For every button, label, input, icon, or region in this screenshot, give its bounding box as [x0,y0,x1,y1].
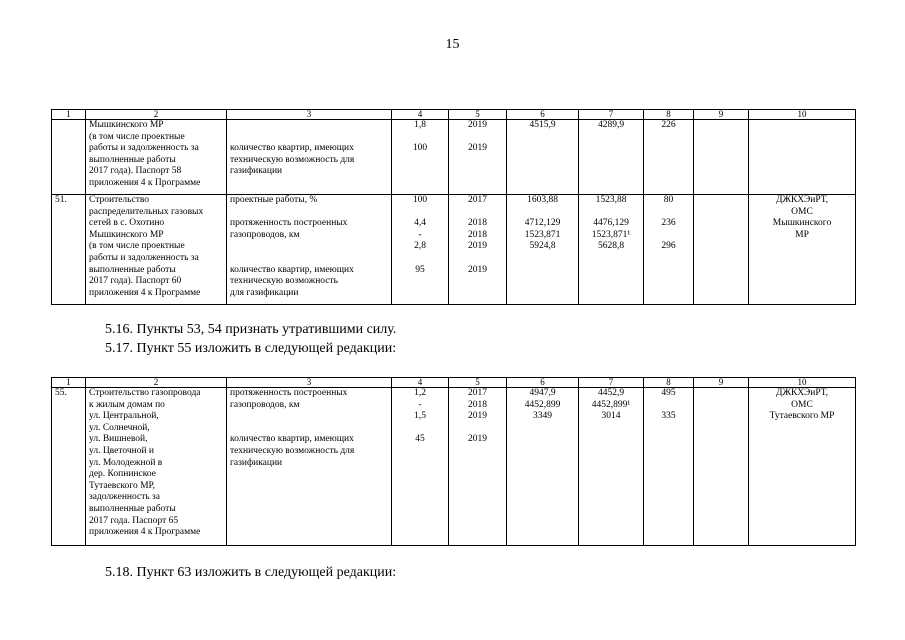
column-header: 6 [507,378,579,388]
column-header: 3 [227,110,392,120]
table-row [52,195,856,305]
indicator-value: 100 4,4 - 2,8 95 [392,195,449,305]
program-table-1 [51,109,856,305]
column-header: 2 [86,378,227,388]
amount-total: 4947,9 4452,899 3349 [507,388,579,546]
amount-local: 495 335 [644,388,694,546]
column-header: 3 [227,378,392,388]
column-header: 6 [507,110,579,120]
column-header: 2 [86,110,227,120]
amount-total: 4515,9 [507,120,579,195]
row-number [52,120,86,195]
amount-local: 226 [644,120,694,195]
executor: ДЖКХЭиРТ, ОМС Мышкинского МР [749,195,856,305]
column-header: 1 [52,110,86,120]
column-header: 10 [749,378,856,388]
amount-other [694,388,749,546]
paragraph-5-18: 5.18. Пункт 63 изложить в следующей редакции: [105,565,397,580]
table-header-row [52,378,856,388]
table-row [52,388,856,546]
column-header: 7 [579,378,644,388]
column-header: 9 [694,378,749,388]
amount-regional: 4452,9 4452,899¹ 3014 [579,388,644,546]
column-header: 1 [52,378,86,388]
table-header-row [52,110,856,120]
column-header: 4 [392,110,449,120]
paragraph-5-17: 5.17. Пункт 55 изложить в следующей редакции: [105,341,397,356]
executor [749,120,856,195]
amount-total: 1603,88 4712,129 1523,871 5924,8 [507,195,579,305]
indicator-value: 1,8 100 [392,120,449,195]
column-header: 5 [449,378,507,388]
amount-other [694,120,749,195]
page-number: 15 [445,37,460,52]
object-name: Строительство газопровода к жилым домам по ул. Центральной, ул. Солнечной, ул. Вишневой, ул. Цветочной и ул. Молодежной в дер. Копнинское Тутаевского МР, задолженность за выполненные работы 2017 года. Паспорт 65 приложения 4 к Программе [86,388,227,546]
year: 2017 2018 2018 2019 2019 [449,195,507,305]
amount-regional: 1523,88 4476,129 1523,871¹ 5628,8 [579,195,644,305]
row-number: 55. [52,388,86,546]
column-header: 8 [644,110,694,120]
column-header: 9 [694,110,749,120]
year: 2019 2019 [449,120,507,195]
table-row [52,120,856,195]
amount-local: 80 236 296 [644,195,694,305]
object-name: Строительство распределительных газовых сетей в с. Охотино Мышкинского МР (в том числе проектные работы и задолженность за выполненные работы 2017 года). Паспорт 60 приложения 4 к Программе [86,195,227,305]
column-header: 7 [579,110,644,120]
amount-other [694,195,749,305]
paragraph-5-16: 5.16. Пункты 53, 54 признать утратившими силу. [105,322,397,337]
indicator: протяженность построенных газопроводов, км количество квартир, имеющих техническую возможность для газификации [227,388,392,546]
column-header: 10 [749,110,856,120]
program-table-2 [51,377,856,546]
object-name: Мышкинского МР (в том числе проектные работы и задолженность за выполненные работы 2017 года). Паспорт 58 приложения 4 к Программе [86,120,227,195]
column-header: 8 [644,378,694,388]
indicator: проектные работы, % протяженность построенных газопроводов, км количество квартир, имеющих техническую возможность для газификации [227,195,392,305]
column-header: 4 [392,378,449,388]
amount-regional: 4289,9 [579,120,644,195]
indicator-value: 1,2 - 1,5 45 [392,388,449,546]
year: 2017 2018 2019 2019 [449,388,507,546]
row-number: 51. [52,195,86,305]
column-header: 5 [449,110,507,120]
indicator: количество квартир, имеющих техническую возможность для газификации [227,120,392,195]
executor: ДЖКХЭиРТ, ОМС Тутаевского МР [749,388,856,546]
